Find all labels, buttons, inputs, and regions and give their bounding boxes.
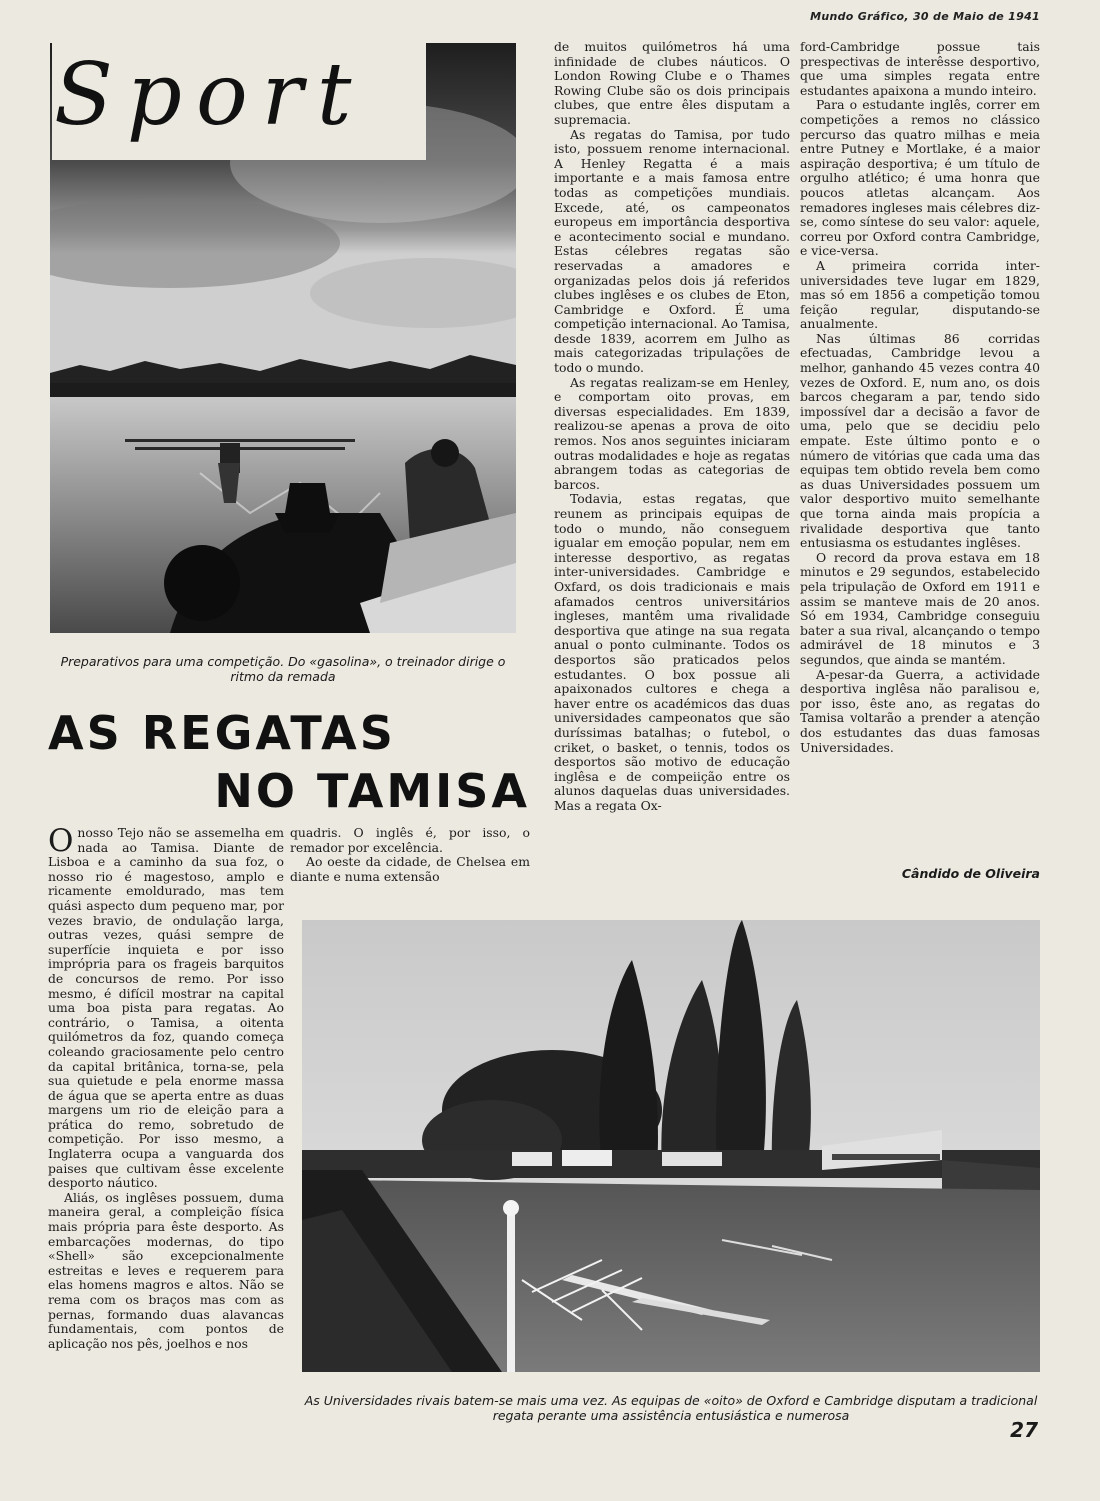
article-paragraph: Todavia, estas regatas, que reunem as principais equipas de todo o mundo, não conseguem igualar em emoção popular, nem em interesse desportivo, as regatas inter-universidades. Cambridge e Oxfard, os dois tradicionais e mais afamados centros universitários ingleses, mantêm uma rivalidade desportiva que atinge na sua regata anual o ponto culminante. Todos os desportos são praticados pelos estudantes. O box possue ali apaixonados cultores e chega a haver entre os académicos das duas universidades campeonatos que são duríssimas batalhas; o futebol, o criket, o basket, o tennis, todos os desportos são motivo de educação inglêsa e de compeiição entre os alunos daquelas duas universidades. Mas a regata Ox- — [554, 491, 790, 813]
photo2-caption: As Universidades rivais batem-se mais uma vez. As equipas de «oito» de Oxford e Cambridge disputam a tradicional regata perante uma assistência entusiástica e numerosa — [304, 1393, 1038, 1423]
page-number: 27 — [1010, 1418, 1038, 1442]
article-paragraph: quadris. O inglês é, por isso, o remador por excelência. — [290, 826, 530, 855]
article-paragraph: Para o estudante inglês, correr em competições a remos no clássico percurso das quatro milhas e meia entre Putney e Mortlake, é a maior aspiração desportiva; é um título de orgulho atlético; é uma honra que poucos atletas alcançam. Aos remadores ingleses mais célebres diz-se, como síntese do seu valor: aquele, correu por Oxford contra Cambridge, e vice-versa. — [800, 97, 1040, 259]
photo1-caption: Preparativos para uma competição. Do «gasolina», o treinador dirige o ritmo da remada — [60, 654, 506, 684]
article-paragraph: Onosso Tejo não se assemelha em nada ao Tamisa. Diante de Lisboa e a caminho da sua foz, o nosso rio é magestoso, amplo e ricamente emoldurado, mas tem quási aspecto dum pequeno mar, por vezes bravio, de ondulação larga, outras vezes, quási sempre de superfície inquieta e por isso imprópria para os frageis barquitos de concursos de remo. Por isso mesmo, é difícil mostrar na capital uma boa pista para regatas. Ao contrário, o Tamisa, a oitenta quilómetros da foz, quando começa coleando graciosamente pelo centro da capital britânica, torna-se, pela sua quietude e pela enorme massa de água que se aperta entre as duas margens um rio de eleição para a prática do remo, sobretudo de competição. Por isso mesmo, a Inglaterra ocupa a vanguarda dos paises que cultivam êsse excelente desporto náutico. — [48, 826, 284, 1191]
article-paragraph: As regatas do Tamisa, por tudo isto, possuem renome internacional. A Henley Regatta é a mais importante e a mais famosa entre todas as competições mundiais. Excede, até, os campeonatos europeus em importância desportiva e acontecimento social e mundano. Estas célebres regatas são reservadas a amadores e organizadas pelos dois já referidos clubes inglêses e os clubes de Eton, Cambridge e Oxford. É uma competição internacional. Ao Tamisa, desde 1839, acorrem em Julho as mais categorizadas tripulações de todo o mundo. — [554, 126, 790, 376]
article-paragraph: ford-Cambridge possue tais prespectivas de interêsse desportivo, que uma simples regata entre estudantes apaixona a mundo inteiro. — [800, 40, 1040, 98]
article-column-2 — [290, 826, 530, 888]
headline-line1: AS REGATAS — [48, 706, 396, 760]
article-paragraph: As regatas realizam-se em Henley, e comportam oito provas, em diversas especialidades. Em 1839, realizou-se apenas a prova de oito remos. Nos anos seguintes iniciaram outras modalidades e hoje as regatas abrangem todas as categorias de barcos. — [554, 374, 790, 492]
author-signature: Cândido de Oliveira — [901, 866, 1040, 881]
section-title: Sport — [52, 40, 426, 160]
article-paragraph: Nas últimas 86 corridas efectuadas, Cambridge levou a melhor, ganhando 45 vezes contra 40 vezes de Oxford. E, num ano, os dois barcos chegaram a par, tendo sido impossível dar a decisão a favor de uma, pelo que se decidiu pelo empate. Este último ponto e o número de vitórias que cada uma das equipas tem obtido revela bem como as duas Universidades possuem um valor desportivo muito semelhante que torna ainda mais propícia a rivalidade desportiva que tanto entusiasma os estudantes inglêses. — [800, 330, 1040, 551]
article-paragraph: de muitos quilómetros há uma infinidade de clubes náuticos. O London Rowing Clube e o Thames Rowing Clube são os dois principais clubes, que entre êles disputam a supremacia. — [554, 40, 790, 127]
article-paragraph: Aliás, os inglêses possuem, duma maneira geral, a compleição física mais própria para êste desporto. As embarcações modernas, do tipo «Shell» são excepcionalmente estreitas e leves e requerem para elas homens magros e altos. Não se rema com os braços mas com as pernas, formando duas alavancas fundamentais, com pontos de aplicação nos pês, joelhos e nos — [48, 1189, 284, 1351]
drop-cap: O — [48, 826, 74, 859]
article-paragraph: Ao oeste da cidade, de Chelsea em diante e numa extensão — [290, 854, 530, 884]
headline-line2: NO TAMISA — [214, 764, 530, 818]
article-column-3 — [554, 40, 790, 890]
regatta-race-photo — [302, 920, 1040, 1372]
article-column-4 — [800, 40, 1040, 872]
article-paragraph: O record da prova estava em 18 minutos e 29 segundos, estabelecido pela tripulação de Oxford em 1911 e assim se manteve mais de 20 anos. Só em 1934, Cambridge conseguiu bater a sua rival, alcançando o tempo admirável de 18 minutos e 3 segundos, que ainda se mantém. — [800, 549, 1040, 667]
article-column-1 — [48, 826, 284, 1478]
article-paragraph: A primeira corrida inter-universidades teve lugar em 1829, mas só em 1856 a competição tomou feição regular, disputando-se anualmente. — [800, 257, 1040, 332]
running-head: Mundo Gráfico, 30 de Maio de 1941 — [810, 10, 1040, 23]
article-paragraph: A-pesar-da Guerra, a actividade desportiva inglêsa não paralisou e, por isso, êste ano, as regatas do Tamisa voltarão a prender a atenção dos estudantes das duas famosas Universidades. — [800, 666, 1040, 755]
